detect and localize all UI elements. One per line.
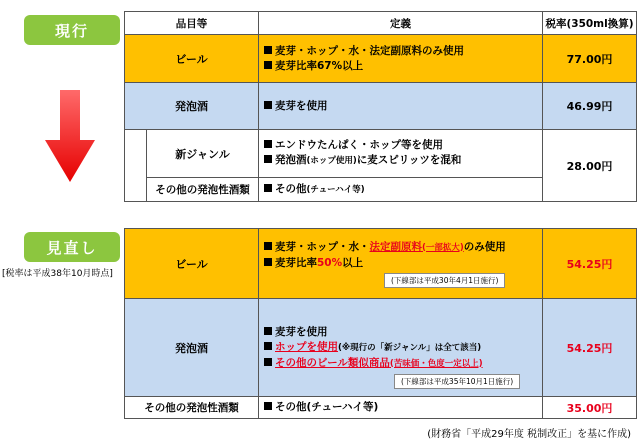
bullet-icon bbox=[264, 242, 272, 250]
bullet-icon bbox=[264, 155, 272, 163]
rate-note: [税率は平成38年10月時点] bbox=[2, 269, 113, 279]
revised-happoshu-row bbox=[125, 299, 637, 397]
current-other-def1b: (チューハイ等) bbox=[306, 184, 365, 195]
current-other-def1a: その他 bbox=[275, 182, 307, 195]
revised-other-def1: その他(チューハイ等) bbox=[275, 401, 379, 413]
bullet-icon bbox=[264, 101, 272, 109]
header-category: 品目等 bbox=[125, 12, 259, 35]
current-beer-def1: 麦芽・ホップ・水・法定副原料のみ使用 bbox=[275, 44, 464, 57]
current-happoshu-name: 発泡酒 bbox=[125, 83, 259, 130]
bullet-icon bbox=[264, 327, 272, 335]
current-new-genre-row bbox=[125, 130, 637, 178]
revised-beer-name: ビール bbox=[125, 229, 259, 299]
bullet-icon bbox=[264, 140, 272, 148]
revised-happoshu-def3b: (苦味価・色度一定以上) bbox=[389, 358, 483, 369]
revised-happoshu-def2a: ホップを使用 bbox=[275, 340, 338, 353]
header-definition: 定義 bbox=[259, 12, 543, 35]
current-beer-def2: 麦芽比率67%以上 bbox=[275, 59, 364, 72]
revised-beer-def1a: 麦芽・ホップ・水・ bbox=[275, 240, 370, 253]
current-new-genre-def2a: 発泡酒 bbox=[275, 154, 307, 166]
revised-happoshu-def3a: その他のビール類似商品 bbox=[275, 356, 390, 369]
revised-beer-def2a: 麦芽比率 bbox=[275, 256, 317, 269]
bullet-icon bbox=[264, 358, 272, 366]
current-table bbox=[124, 11, 637, 202]
revised-beer-price: 54.25円 bbox=[543, 229, 637, 299]
bullet-icon bbox=[264, 61, 272, 69]
revised-happoshu-note: (下線部は平成35年10月1日施行) bbox=[394, 374, 520, 389]
down-arrow-icon bbox=[45, 90, 95, 182]
revised-happoshu-def1: 麦芽を使用 bbox=[275, 325, 328, 338]
bullet-icon bbox=[264, 258, 272, 266]
current-badge: 現行 bbox=[24, 15, 120, 45]
current-happoshu-price: 46.99円 bbox=[543, 83, 637, 130]
revised-beer-def1b: 法定副原料 bbox=[369, 240, 422, 253]
bullet-icon bbox=[264, 402, 272, 410]
revised-badge: 見直し bbox=[24, 232, 120, 262]
current-new-genre-def2b: (ホップ使用) bbox=[306, 156, 357, 166]
current-new-genre-price: 28.00円 bbox=[543, 130, 637, 202]
revised-table bbox=[124, 228, 637, 419]
current-beer-row bbox=[125, 35, 637, 83]
revised-beer-row bbox=[125, 229, 637, 299]
revised-other-row bbox=[125, 397, 637, 419]
current-other-name: その他の発泡性酒類 bbox=[147, 178, 259, 202]
current-happoshu-def1: 麦芽を使用 bbox=[275, 99, 328, 112]
revised-beer-def1d: のみ使用 bbox=[463, 240, 506, 253]
revised-beer-def2b: 50% bbox=[317, 256, 343, 269]
current-beer-price: 77.00円 bbox=[543, 35, 637, 83]
revised-other-name: その他の発泡性酒類 bbox=[125, 397, 259, 419]
current-new-genre-name: 新ジャンル bbox=[147, 130, 259, 178]
bullet-icon bbox=[264, 342, 272, 350]
revised-beer-def2c: 以上 bbox=[342, 256, 364, 269]
source-note: (財務省「平成29年度 税制改正」を基に作成) bbox=[427, 429, 631, 440]
revised-other-price: 35.00円 bbox=[543, 397, 637, 419]
header-rate: 税率(350ml換算) bbox=[543, 12, 637, 35]
revised-happoshu-price: 54.25円 bbox=[543, 299, 637, 397]
current-new-genre-def2c: に麦スピリッツを混和 bbox=[356, 154, 462, 166]
bullet-icon bbox=[264, 184, 272, 192]
revised-happoshu-def2b: (※現行の「新ジャンル」は全て該当) bbox=[338, 342, 482, 353]
current-beer-name: ビール bbox=[125, 35, 259, 83]
current-new-genre-def1: エンドウたんぱく・ホップ等を使用 bbox=[275, 139, 443, 151]
bullet-icon bbox=[264, 46, 272, 54]
revised-happoshu-name: 発泡酒 bbox=[125, 299, 259, 397]
revised-beer-def1c: (一部拡大) bbox=[422, 242, 464, 253]
revised-beer-note: (下線部は平成30年4月1日施行) bbox=[384, 273, 505, 288]
current-happoshu-row bbox=[125, 83, 637, 130]
